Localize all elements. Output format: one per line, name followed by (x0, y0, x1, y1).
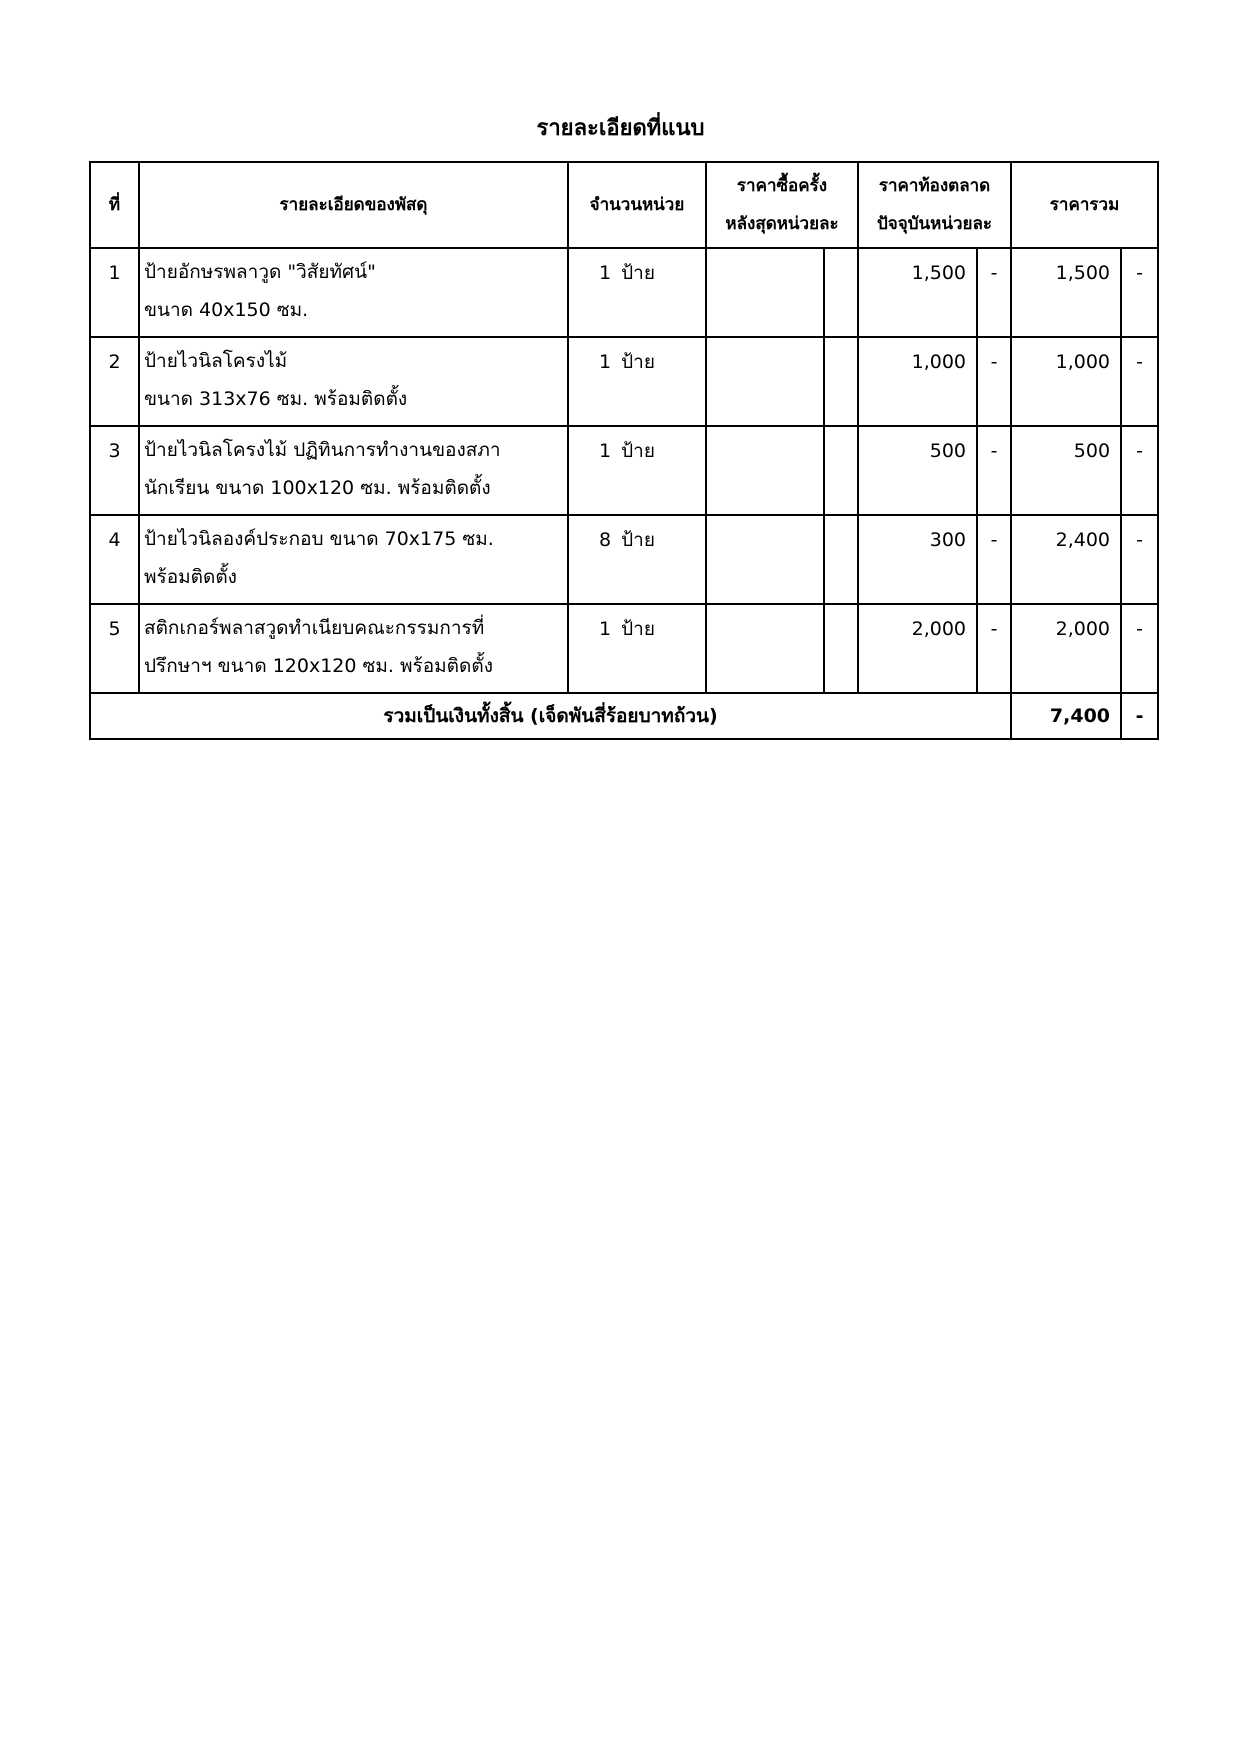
row-no: 2 (90, 337, 139, 426)
row-qty-unit: ป้าย (621, 529, 655, 551)
row-description-line2: นักเรียน ขนาด 100x120 ซม. พร้อมติดตั้ง (144, 477, 491, 499)
header-description: รายละเอียดของพัสดุ (139, 162, 568, 248)
row-last-price (706, 248, 824, 337)
row-description-line1: ป้ายไวนิลองค์ประกอบ ขนาด 70x175 ซม. (144, 528, 494, 550)
summary-total-dec: - (1121, 693, 1158, 739)
row-market-price-dec: - (977, 337, 1011, 426)
row-quantity (568, 604, 706, 693)
items-table (89, 161, 1159, 740)
row-last-price-dec (824, 248, 858, 337)
header-last-price (706, 162, 858, 248)
row-last-price (706, 515, 824, 604)
summary-total: 7,400 (1011, 693, 1121, 739)
header-row (90, 162, 1158, 248)
row-market-price-dec: - (977, 515, 1011, 604)
row-description (139, 515, 568, 604)
header-no: ที่ (90, 162, 139, 248)
row-total: 1,500 (1011, 248, 1121, 337)
row-description (139, 604, 568, 693)
row-quantity (568, 426, 706, 515)
row-total-dec: - (1121, 248, 1158, 337)
row-market-price: 300 (858, 515, 977, 604)
row-total: 2,400 (1011, 515, 1121, 604)
row-qty-unit: ป้าย (621, 440, 655, 462)
row-market-price: 500 (858, 426, 977, 515)
table-row (90, 248, 1158, 337)
row-description-line2: ขนาด 313x76 ซม. พร้อมติดตั้ง (144, 388, 408, 410)
row-market-price-dec: - (977, 604, 1011, 693)
row-qty-unit: ป้าย (621, 262, 655, 284)
row-market-price-dec: - (977, 248, 1011, 337)
row-last-price (706, 426, 824, 515)
row-description (139, 426, 568, 515)
row-total-dec: - (1121, 426, 1158, 515)
row-total: 500 (1011, 426, 1121, 515)
row-total-dec: - (1121, 515, 1158, 604)
row-market-price-dec: - (977, 426, 1011, 515)
table-row (90, 515, 1158, 604)
table-row (90, 426, 1158, 515)
row-total-dec: - (1121, 337, 1158, 426)
row-market-price: 1,500 (858, 248, 977, 337)
row-no: 3 (90, 426, 139, 515)
row-total: 2,000 (1011, 604, 1121, 693)
row-qty-value: 1 (599, 262, 612, 284)
row-qty-value: 1 (599, 351, 612, 373)
row-quantity (568, 515, 706, 604)
row-qty-value: 8 (599, 529, 612, 551)
row-total: 1,000 (1011, 337, 1121, 426)
row-description-line1: ป้ายอักษรพลาวูด "วิสัยทัศน์" (144, 261, 376, 283)
header-market-price (858, 162, 1011, 248)
row-qty-unit: ป้าย (621, 618, 655, 640)
summary-row (90, 693, 1158, 739)
row-no: 5 (90, 604, 139, 693)
row-last-price-dec (824, 515, 858, 604)
row-description-line1: ป้ายไวนิลโครงไม้ ปฏิทินการทำงานของสภา (144, 439, 501, 461)
row-qty-value: 1 (599, 618, 612, 640)
row-description-line2: พร้อมติดตั้ง (144, 566, 237, 588)
row-description-line2: ขนาด 40x150 ซม. (144, 299, 309, 321)
row-quantity (568, 248, 706, 337)
row-qty-unit: ป้าย (621, 351, 655, 373)
row-last-price (706, 337, 824, 426)
row-last-price (706, 604, 824, 693)
table-row (90, 604, 1158, 693)
row-market-price: 2,000 (858, 604, 977, 693)
header-last-price-line1: ราคาซื้อครั้ง (736, 176, 828, 196)
row-qty-value: 1 (599, 440, 612, 462)
table-row (90, 337, 1158, 426)
row-description (139, 337, 568, 426)
header-quantity: จำนวนหน่วย (568, 162, 706, 248)
header-market-price-line1: ราคาท้องตลาด (878, 176, 991, 196)
row-no: 4 (90, 515, 139, 604)
row-description (139, 248, 568, 337)
row-description-line1: ป้ายไวนิลโครงไม้ (144, 350, 288, 372)
row-quantity (568, 337, 706, 426)
row-last-price-dec (824, 604, 858, 693)
row-description-line2: ปรึกษาฯ ขนาด 120x120 ซม. พร้อมติดตั้ง (144, 655, 493, 677)
summary-label: รวมเป็นเงินทั้งสิ้น (เจ็ดพันสี่ร้อยบาทถ้วน) (90, 693, 1011, 739)
page-title: รายละเอียดที่แนบ (536, 116, 705, 141)
row-total-dec: - (1121, 604, 1158, 693)
header-total: ราคารวม (1011, 162, 1158, 248)
row-market-price: 1,000 (858, 337, 977, 426)
row-description-line1: สติกเกอร์พลาสวูดทำเนียบคณะกรรมการที่ (144, 617, 485, 639)
row-last-price-dec (824, 426, 858, 515)
row-no: 1 (90, 248, 139, 337)
header-last-price-line2: หลังสุดหน่วยละ (725, 214, 839, 234)
row-last-price-dec (824, 337, 858, 426)
header-market-price-line2: ปัจจุบันหน่วยละ (877, 214, 993, 234)
